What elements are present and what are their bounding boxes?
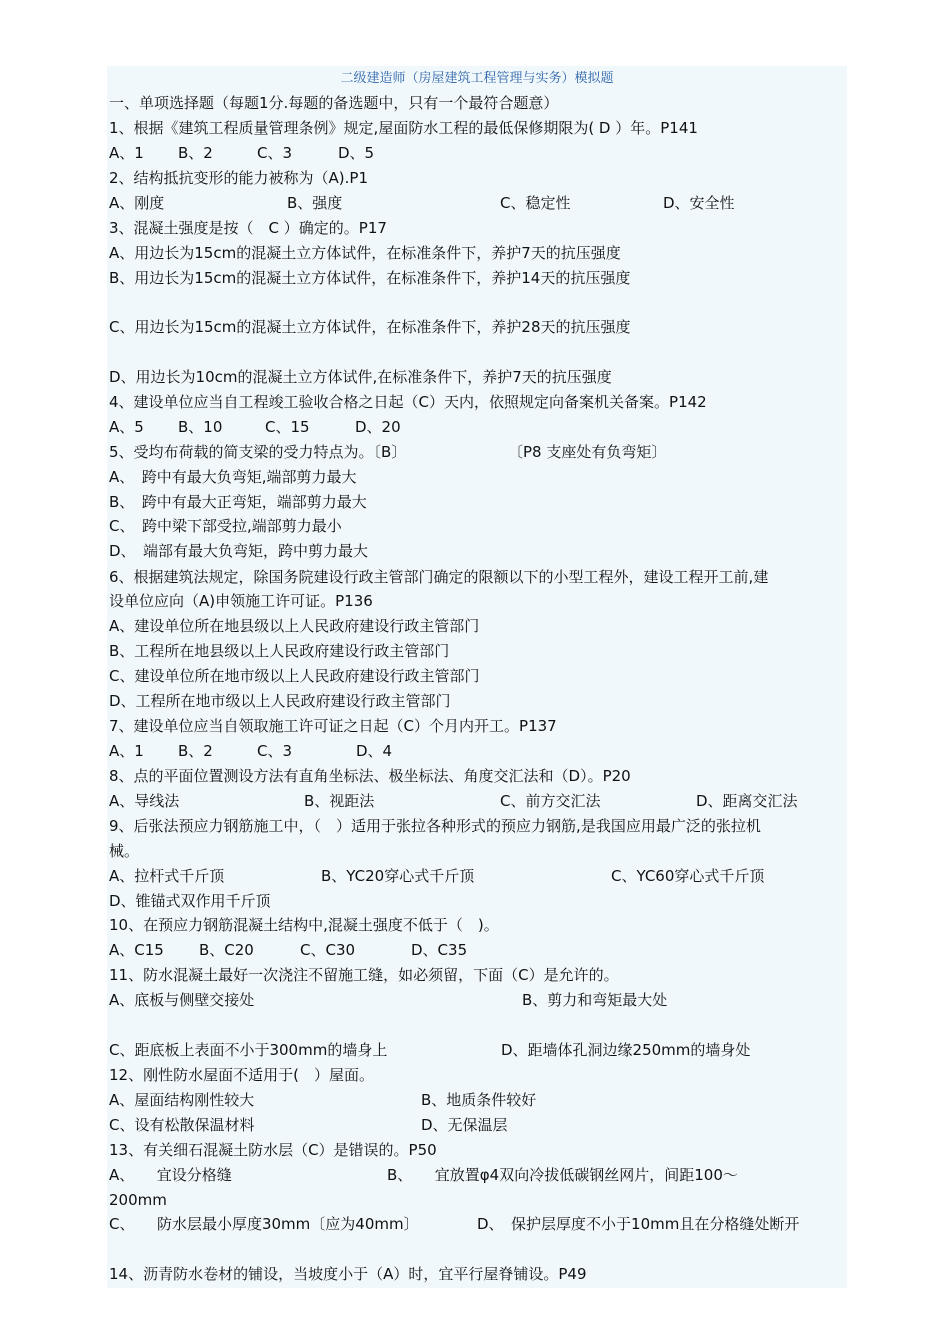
- question-4-stem: 4、建设单位应当自工程竣工验收合格之日起（C）天内，依照规定向备案机关备案。P142: [109, 393, 707, 411]
- question-1-option-d: D、5: [338, 144, 375, 162]
- question-11-option-d: D、距墙体孔洞边缘250mm的墙身处: [501, 1041, 751, 1059]
- question-10-option-d: D、C35: [411, 941, 468, 959]
- question-6-stem-line-2: 设单位应向（A)申领施工许可证。P136: [109, 592, 373, 610]
- question-8-option-a: A、导线法: [109, 792, 180, 810]
- question-4-option-b: B、10: [178, 418, 223, 436]
- question-10-option-a: A、C15: [109, 941, 164, 959]
- question-7-option-d: D、4: [356, 742, 393, 760]
- question-5-option-c: C、 跨中梁下部受拉,端部剪力最小: [109, 517, 342, 535]
- question-9-option-a: A、拉杆式千斤顶: [109, 867, 225, 885]
- question-2-option-c: C、稳定性: [500, 194, 571, 212]
- question-9-option-d: D、锥锚式双作用千斤顶: [109, 892, 271, 910]
- question-5-stem: 5、受均布荷载的简支梁的受力特点为。〔B〕: [109, 443, 407, 461]
- question-2-option-d: D、安全性: [663, 194, 735, 212]
- question-8-option-d: D、距离交汇法: [696, 792, 798, 810]
- question-4-option-d: D、20: [355, 418, 401, 436]
- question-3-option-d: D、用边长为10cm的混凝土立方体试件,在标准条件下，养护7天的抗压强度: [109, 368, 612, 386]
- question-1-stem: 1、根据《建筑工程质量管理条例》规定,屋面防水工程的最低保修期限为( D ）年。P141: [109, 119, 698, 137]
- question-11-option-c: C、距底板上表面不小于300mm的墙身上: [109, 1041, 388, 1059]
- question-8-stem: 8、点的平面位置测设方法有直角坐标法、极坐标法、角度交汇法和（D）。P20: [109, 767, 631, 785]
- question-5-note: 〔P8 支座处有负弯矩〕: [508, 443, 667, 461]
- question-13-stem: 13、有关细石混凝土防水层（C）是错误的。P50: [109, 1141, 437, 1159]
- question-14-stem: 14、沥青防水卷材的铺设，当坡度小于（A）时，宜平行屋脊铺设。P49: [109, 1265, 587, 1283]
- question-2-option-b: B、强度: [287, 194, 343, 212]
- question-6-option-c: C、建设单位所在地市级以上人民政府建设行政主管部门: [109, 667, 480, 685]
- question-9-stem-line-2: 械。: [109, 842, 140, 860]
- section-heading: 一、单项选择题（每题1分.每题的备选题中，只有一个最符合题意）: [109, 94, 559, 112]
- question-12-option-b: B、地质条件较好: [421, 1091, 537, 1109]
- question-3-option-b: B、用边长为15cm的混凝土立方体试件，在标准条件下，养护14天的抗压强度: [109, 269, 631, 287]
- question-5-option-a: A、 跨中有最大负弯矩,端部剪力最大: [109, 468, 357, 486]
- question-5-option-d: D、 端部有最大负弯矩，跨中剪力最大: [109, 542, 369, 560]
- question-6-option-b: B、工程所在地县级以上人民政府建设行政主管部门: [109, 642, 450, 660]
- question-1-option-a: A、1: [109, 144, 144, 162]
- question-8-option-b: B、视距法: [304, 792, 375, 810]
- question-10-option-b: B、C20: [199, 941, 254, 959]
- question-3-option-c: C、用边长为15cm的混凝土立方体试件，在标准条件下，养护28天的抗压强度: [109, 318, 631, 336]
- question-2-stem: 2、结构抵抗变形的能力被称为（A).P1: [109, 169, 369, 187]
- question-13-option-c: C、 防水层最小厚度30mm〔应为40mm〕: [109, 1215, 419, 1233]
- question-13-option-a: A、 宜设分格缝: [109, 1166, 232, 1184]
- question-6-option-d: D、工程所在地市级以上人民政府建设行政主管部门: [109, 692, 451, 710]
- question-12-option-d: D、无保温层: [421, 1116, 508, 1134]
- question-7-option-c: C、3: [257, 742, 293, 760]
- page-title: 二级建造师（房屋建筑工程管理与实务）模拟题: [340, 71, 614, 86]
- question-2-option-a: A、刚度: [109, 194, 165, 212]
- question-13-option-b: B、 宜放置φ4双向冷拔低碳钢丝网片，间距100～: [387, 1166, 738, 1184]
- question-12-stem: 12、刚性防水屋面不适用于( ）屋面。: [109, 1066, 374, 1084]
- question-13-option-b-continued: 200mm: [109, 1191, 167, 1209]
- question-6-option-a: A、建设单位所在地县级以上人民政府建设行政主管部门: [109, 617, 480, 635]
- question-7-stem: 7、建设单位应当自领取施工许可证之日起（C）个月内开工。P137: [109, 717, 557, 735]
- question-4-option-c: C、15: [265, 418, 310, 436]
- question-13-option-d: D、 保护层厚度不小于10mm且在分格缝处断开: [477, 1215, 800, 1233]
- question-11-option-a: A、底板与侧壁交接处: [109, 991, 255, 1009]
- question-1-option-b: B、2: [178, 144, 213, 162]
- question-3-option-a: A、用边长为15cm的混凝土立方体试件，在标准条件下，养护7天的抗压强度: [109, 244, 621, 262]
- question-4-option-a: A、5: [109, 418, 144, 436]
- question-8-option-c: C、前方交汇法: [500, 792, 601, 810]
- question-9-stem-line-1: 9、后张法预应力钢筋施工中，（ ）适用于张拉各种形式的预应力钢筋,是我国应用最广泛的张拉机: [109, 817, 761, 835]
- question-12-option-a: A、屋面结构刚性较大: [109, 1091, 255, 1109]
- question-5-option-b: B、 跨中有最大正弯矩，端部剪力最大: [109, 493, 367, 511]
- question-7-option-b: B、2: [178, 742, 213, 760]
- question-11-stem: 11、防水混凝土最好一次浇注不留施工缝，如必须留，下面（C）是允许的。: [109, 966, 619, 984]
- question-11-option-b: B、剪力和弯矩最大处: [522, 991, 668, 1009]
- question-9-option-b: B、YC20穿心式千斤顶: [321, 867, 475, 885]
- question-7-option-a: A、1: [109, 742, 144, 760]
- question-1-option-c: C、3: [257, 144, 293, 162]
- question-3-stem: 3、混凝土强度是按（ C ）确定的。P17: [109, 219, 387, 237]
- question-9-option-c: C、YC60穿心式千斤顶: [611, 867, 765, 885]
- question-6-stem-line-1: 6、根据建筑法规定，除国务院建设行政主管部门确定的限额以下的小型工程外，建设工程开工前,建: [109, 568, 769, 586]
- question-10-option-c: C、C30: [300, 941, 356, 959]
- question-10-stem: 10、在预应力钢筋混凝土结构中,混凝土强度不低于（ )。: [109, 916, 499, 934]
- question-12-option-c: C、设有松散保温材料: [109, 1116, 255, 1134]
